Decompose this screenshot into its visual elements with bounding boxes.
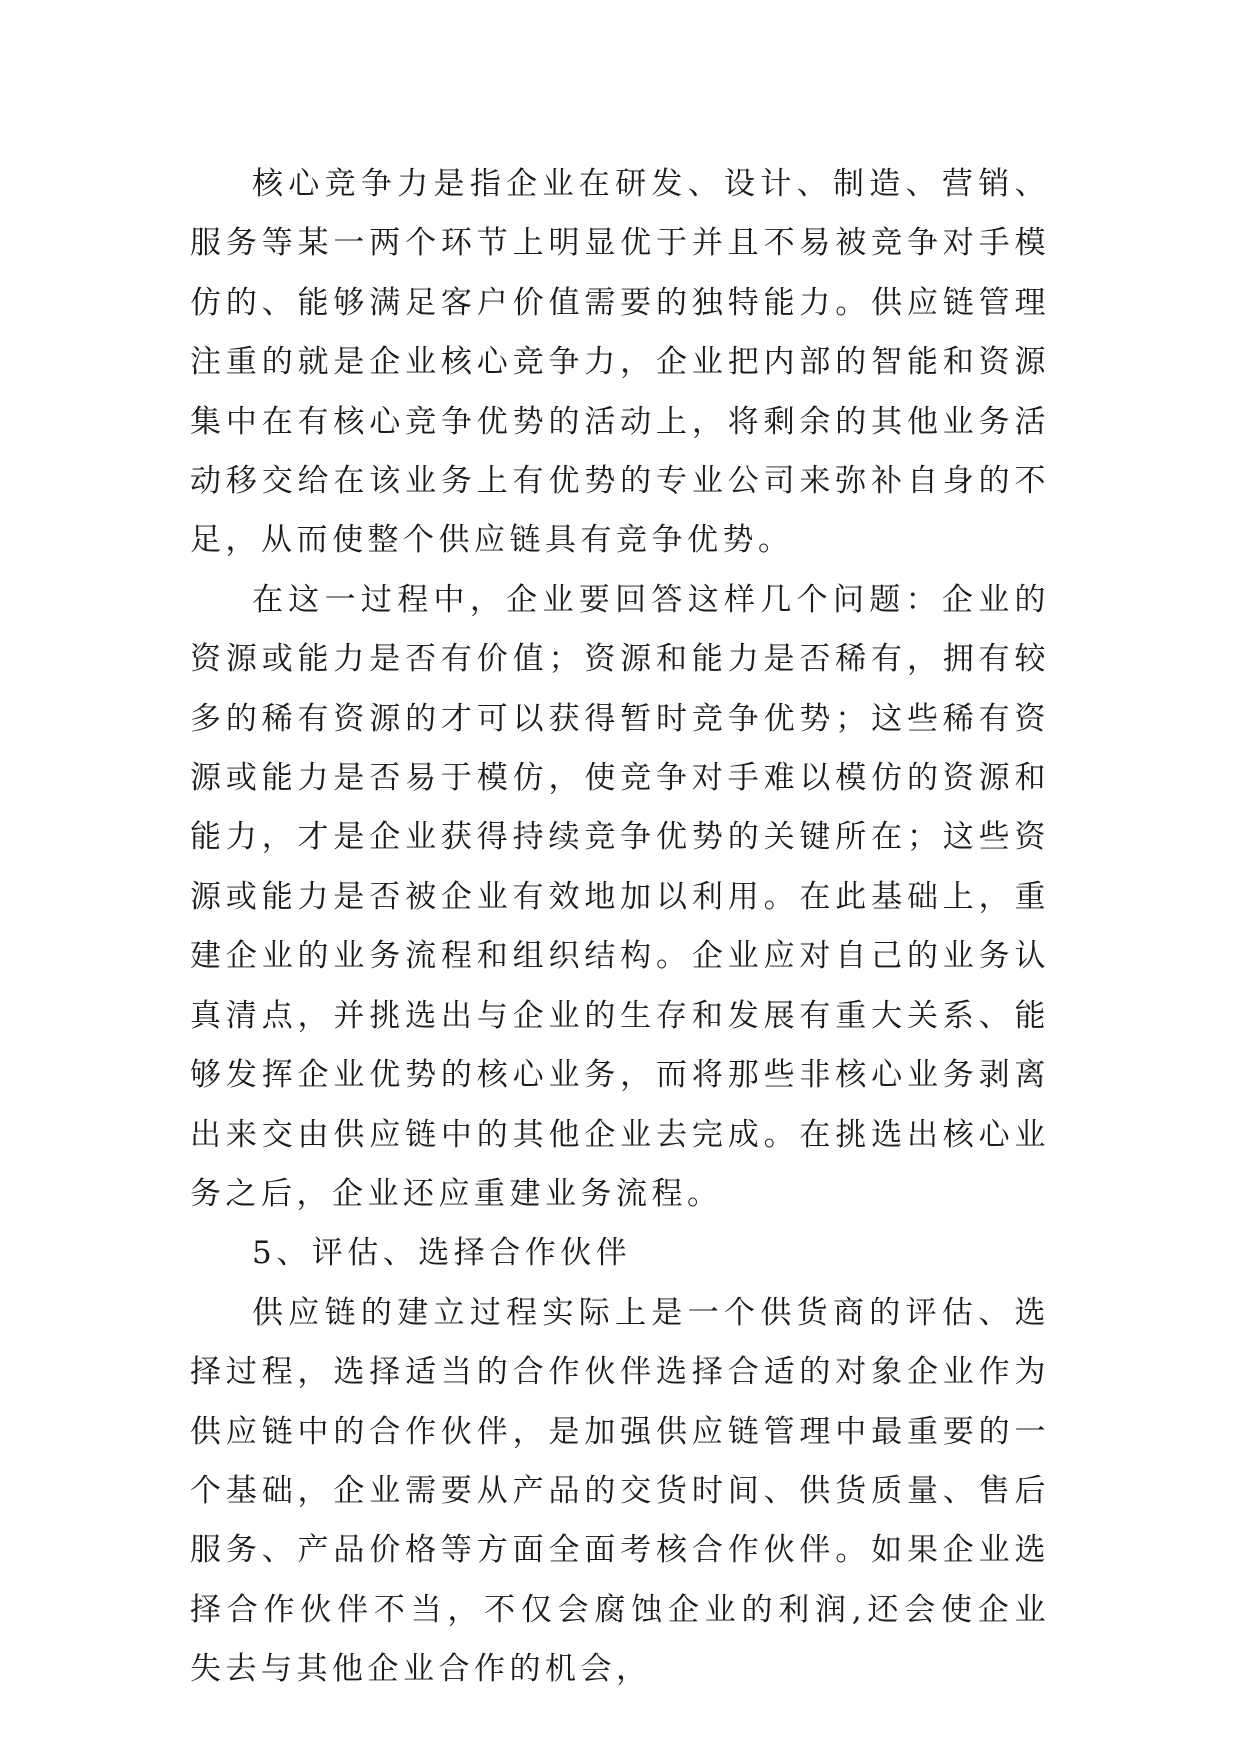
section-heading: 5、评估、选择合作伙伴 <box>252 1235 632 1272</box>
paragraph-partner-selection: 供应链的建立过程实际上是一个供货商的评估、选择过程，选择适当的合作伙伴选择合适的对象企业作为供应链中的合作伙伴，是加强供应链管理中最重要的一个基础，企业需要从产品的交货时间、供货质量、售后服务、产品价格等方面全面考核合作伙伴。如果企业选择合作伙伴不当，不仅会腐蚀企业的利润,还会使企业失去与其他企业合作的机会， <box>190 1294 1050 1688</box>
document-page <box>190 155 1050 1700</box>
paragraph-core-competence: 核心竞争力是指企业在研发、设计、制造、营销、服务等某一两个环节上明显优于并且不易被竞争对手模仿的、能够满足客户价值需要的独特能力。供应链管理注重的就是企业核心竞争力，企业把内部的智能和资源集中在有核心竞争优势的活动上，将剩余的其他业务活动移交给在该业务上有优势的专业公司来弥补自身的不足，从而使整个供应链具有竞争优势。 <box>190 166 1050 559</box>
paragraph-process-questions: 在这一过程中，企业要回答这样几个问题：企业的资源或能力是否有价值；资源和能力是否稀有，拥有较多的稀有资源的才可以获得暂时竞争优势；这些稀有资源或能力是否易于模仿，使竞争对手难以模仿的资源和能力，才是企业获得持续竞争优势的关键所在；这些资源或能力是否被企业有效地加以利用。在此基础上，重建企业的业务流程和组织结构。企业应对自己的业务认真清点，并挑选出与企业的生存和发展有重大关系、能够发挥企业优势的核心业务，而将那些非核心业务剥离出来交由供应链中的其他企业去完成。在挑选出核心业务之后，企业还应重建业务流程。 <box>190 581 1050 1212</box>
